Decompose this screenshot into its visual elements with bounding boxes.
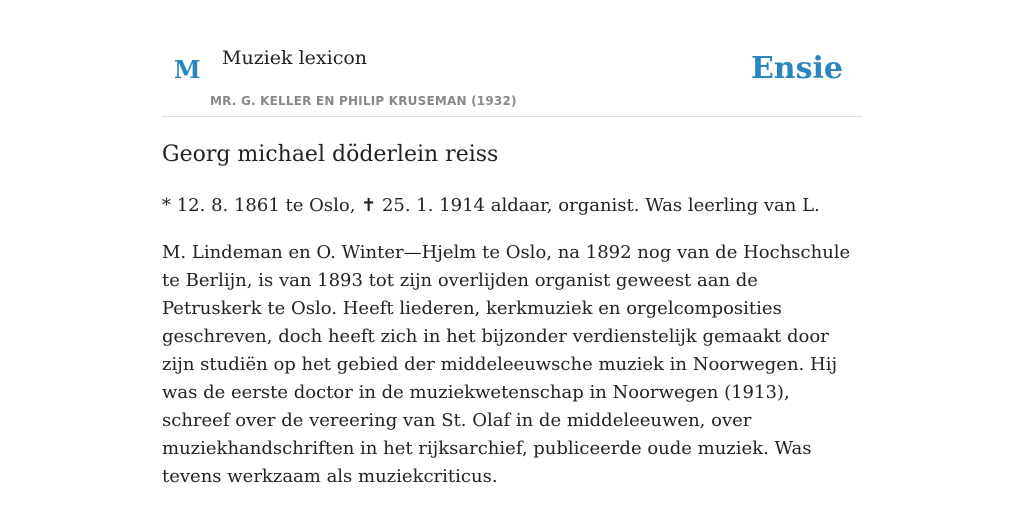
page-container: [162, 0, 862, 487]
entry-paragraph-1: * 12. 8. 1861 te Oslo, ✝ 25. 1. 1914 aldaar, organist. Was leerling van L.: [162, 195, 820, 216]
entry-paragraph-2: M. Lindeman en O. Winter—Hjelm te Oslo, na 1892 nog van de Hochschule te Berlijn, is van 1893 tot zijn overlijden organist geweest aan de Petruskerk te Oslo. Heeft liederen, kerkmuziek en orgelcomposities geschreven, doch heeft zich in het bijzonder verdienstelijk gemaakt door zijn studiën op het gebied der middeleeuwsche muziek in Noorwegen. Hij was de eerste doctor in de muziekwetenschap in Noorwegen (1913), schreef over de vereering van St. Olaf in de middeleeuwen, over muziekhandschriften in het rijksarchief, publiceerde oude muziek. Was tevens werkzaam als muziekcriticus.: [162, 242, 851, 487]
entry-title: Georg michael döderlein reiss: [162, 142, 499, 167]
lexicon-header: [162, 0, 862, 117]
lexicon-title[interactable]: Muziek lexicon: [222, 47, 368, 69]
ensie-logo-link[interactable]: Ensie: [750, 51, 843, 86]
lexicon-authors: MR. G. KELLER EN PHILIP KRUSEMAN (1932): [210, 94, 517, 108]
lexicon-logo-icon[interactable]: M: [174, 55, 201, 84]
